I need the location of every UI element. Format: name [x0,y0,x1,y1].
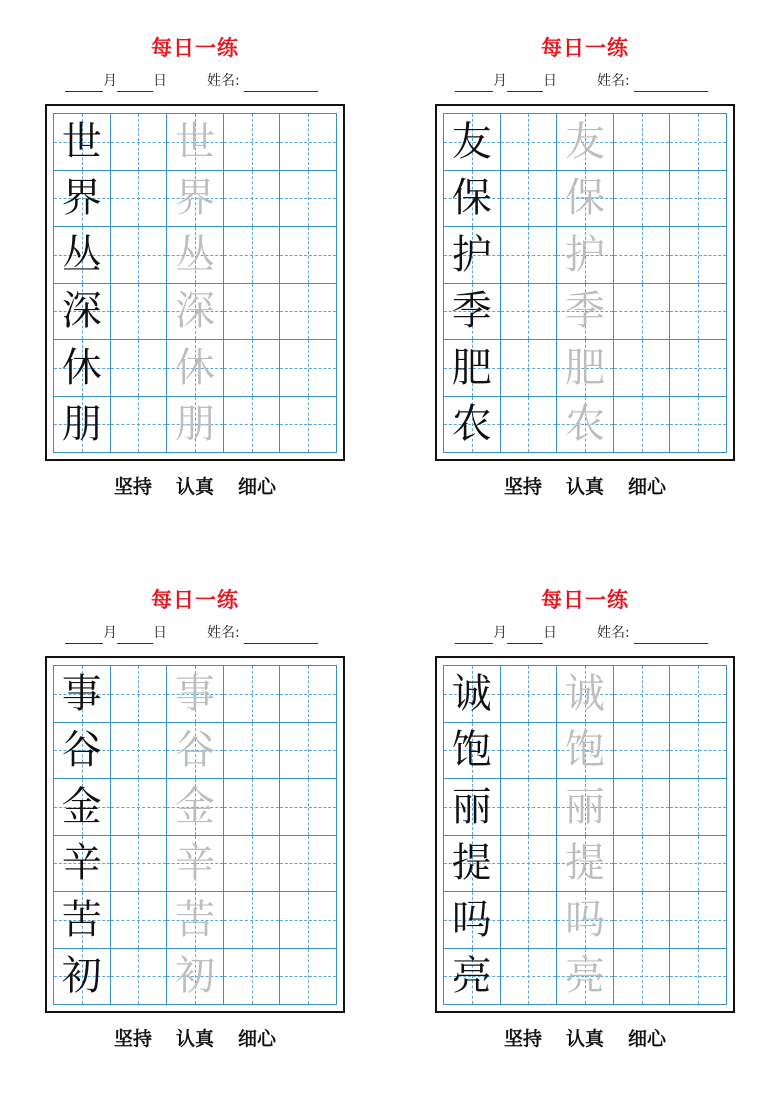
grid-cell[interactable] [54,227,111,284]
grid-cell[interactable] [670,892,727,949]
model-character: 世 [61,118,102,165]
practice-board [435,656,735,1013]
grid-cell[interactable] [167,340,224,397]
grid-cell[interactable] [501,892,558,949]
date-name-line [455,622,737,644]
grid-cell[interactable] [501,397,558,454]
date-name-line [65,70,347,92]
trace-character: 保 [564,175,605,222]
model-character: 提 [451,840,492,887]
practice-grid [443,113,727,453]
motto-item: 认真 [565,1028,604,1050]
name-label: 姓名: [207,625,240,641]
grid-cell[interactable] [557,666,614,723]
motto-item: 坚持 [113,1028,152,1050]
grid-cell[interactable] [444,949,501,1006]
trace-character: 护 [564,231,605,278]
trace-character: 饱 [564,727,605,774]
model-character: 事 [61,670,102,717]
grid-cell[interactable] [557,779,614,836]
grid-cell[interactable] [444,284,501,341]
model-character: 季 [451,288,492,335]
practice-board [45,104,345,461]
model-character: 吗 [451,896,492,943]
grid-cell[interactable] [111,949,168,1006]
grid-cell[interactable] [614,340,671,397]
grid-cell[interactable] [111,284,168,341]
name-blank[interactable] [634,627,708,644]
month-label: 月 [103,73,117,89]
grid-cell[interactable] [444,779,501,836]
grid-cell[interactable] [670,227,727,284]
grid-cell[interactable] [54,666,111,723]
model-character: 友 [451,118,492,165]
grid-cell[interactable] [614,949,671,1006]
grid-cell[interactable] [54,171,111,228]
model-character: 界 [61,175,102,222]
grid-cell[interactable] [167,284,224,341]
motto-item: 坚持 [503,476,542,498]
worksheet-title: 每日一练 [151,35,239,60]
grid-cell[interactable] [224,227,281,284]
motto-item: 认真 [175,1028,214,1050]
grid-cell[interactable] [167,114,224,171]
grid-cell[interactable] [224,779,281,836]
grid-cell[interactable] [111,227,168,284]
motto [435,1026,735,1052]
grid-cell[interactable] [167,779,224,836]
trace-character: 丛 [174,231,215,278]
trace-character: 肥 [564,344,605,391]
model-character: 亮 [451,953,492,1000]
model-character: 保 [451,175,492,222]
worksheet-title: 每日一练 [541,35,629,60]
name-label: 姓名: [597,625,630,641]
grid-cell[interactable] [444,171,501,228]
grid-cell[interactable] [111,723,168,780]
motto-item: 细心 [628,1028,667,1050]
month-label: 月 [493,73,507,89]
grid-cell[interactable] [614,114,671,171]
grid-cell[interactable] [167,227,224,284]
model-character: 金 [61,783,102,830]
model-character: 初 [61,953,102,1000]
grid-cell[interactable] [54,723,111,780]
grid-cell[interactable] [224,836,281,893]
day-blank[interactable] [507,75,543,92]
model-character: 丽 [451,783,492,830]
grid-cell[interactable] [501,779,558,836]
trace-character: 辛 [174,840,215,887]
trace-character: 深 [174,288,215,335]
grid-cell[interactable] [280,397,337,454]
trace-character: 农 [564,401,605,448]
grid-cell[interactable] [280,836,337,893]
trace-character: 金 [174,783,215,830]
grid-cell[interactable] [444,114,501,171]
grid-cell[interactable] [670,340,727,397]
grid-cell[interactable] [167,666,224,723]
trace-character: 界 [174,175,215,222]
grid-cell[interactable] [614,836,671,893]
model-character: 谷 [61,727,102,774]
grid-cell[interactable] [54,340,111,397]
grid-cell[interactable] [444,836,501,893]
grid-cell[interactable] [557,171,614,228]
model-character: 农 [451,401,492,448]
name-label: 姓名: [597,73,630,89]
grid-cell[interactable] [280,284,337,341]
grid-cell[interactable] [224,114,281,171]
grid-cell[interactable] [54,114,111,171]
trace-character: 事 [174,670,215,717]
grid-cell[interactable] [557,227,614,284]
grid-cell[interactable] [501,949,558,1006]
grid-cell[interactable] [111,779,168,836]
day-label: 日 [543,625,557,641]
motto-item: 坚持 [113,476,152,498]
grid-cell[interactable] [280,779,337,836]
grid-cell[interactable] [54,836,111,893]
motto [45,474,345,500]
grid-cell[interactable] [614,723,671,780]
motto [435,474,735,500]
grid-cell[interactable] [557,892,614,949]
grid-cell[interactable] [280,340,337,397]
trace-character: 世 [174,118,215,165]
grid-cell[interactable] [501,114,558,171]
trace-character: 季 [564,288,605,335]
grid-cell[interactable] [557,114,614,171]
grid-cell[interactable] [167,836,224,893]
motto [45,1026,345,1052]
month-label: 月 [493,625,507,641]
date-name-line [65,622,347,644]
motto-item: 细心 [238,1028,277,1050]
name-blank[interactable] [634,75,708,92]
day-label: 日 [543,73,557,89]
trace-character: 朋 [174,401,215,448]
grid-cell[interactable] [501,836,558,893]
grid-cell[interactable] [54,949,111,1006]
grid-cell[interactable] [54,779,111,836]
grid-cell[interactable] [501,666,558,723]
grid-cell[interactable] [670,171,727,228]
grid-cell[interactable] [670,284,727,341]
grid-cell[interactable] [224,397,281,454]
grid-cell[interactable] [557,340,614,397]
day-blank[interactable] [507,627,543,644]
practice-board [435,104,735,461]
model-character: 苦 [61,896,102,943]
grid-cell[interactable] [280,892,337,949]
grid-cell[interactable] [224,666,281,723]
grid-cell[interactable] [614,227,671,284]
grid-cell[interactable] [111,397,168,454]
grid-cell[interactable] [557,836,614,893]
grid-cell[interactable] [280,171,337,228]
trace-character: 谷 [174,727,215,774]
month-blank[interactable] [455,627,493,644]
grid-cell[interactable] [501,171,558,228]
trace-character: 友 [564,118,605,165]
grid-cell[interactable] [614,892,671,949]
grid-cell[interactable] [501,227,558,284]
month-label: 月 [103,625,117,641]
grid-cell[interactable] [111,666,168,723]
model-character: 诚 [451,670,492,717]
grid-cell[interactable] [280,666,337,723]
grid-cell[interactable] [557,397,614,454]
practice-grid [53,665,337,1005]
trace-character: 丽 [564,783,605,830]
grid-cell[interactable] [111,892,168,949]
day-label: 日 [153,625,167,641]
model-character: 休 [61,344,102,391]
grid-cell[interactable] [557,723,614,780]
day-label: 日 [153,73,167,89]
day-blank[interactable] [117,627,153,644]
grid-cell[interactable] [224,949,281,1006]
grid-cell[interactable] [614,779,671,836]
grid-cell[interactable] [280,114,337,171]
grid-cell[interactable] [167,723,224,780]
model-character: 丛 [61,231,102,278]
trace-character: 初 [174,953,215,1000]
motto-item: 细心 [628,476,667,498]
grid-cell[interactable] [167,892,224,949]
grid-cell[interactable] [614,171,671,228]
date-name-line [455,70,737,92]
grid-cell[interactable] [444,227,501,284]
grid-cell[interactable] [280,949,337,1006]
model-character: 朋 [61,401,102,448]
grid-cell[interactable] [670,397,727,454]
trace-character: 休 [174,344,215,391]
grid-cell[interactable] [167,397,224,454]
month-blank[interactable] [65,627,103,644]
practice-grid [443,665,727,1005]
grid-cell[interactable] [280,227,337,284]
grid-cell[interactable] [670,779,727,836]
grid-cell[interactable] [444,666,501,723]
grid-cell[interactable] [54,284,111,341]
grid-cell[interactable] [280,723,337,780]
practice-board [45,656,345,1013]
grid-cell[interactable] [111,340,168,397]
grid-cell[interactable] [670,836,727,893]
grid-cell[interactable] [224,723,281,780]
model-character: 辛 [61,840,102,887]
trace-character: 吗 [564,896,605,943]
grid-cell[interactable] [444,397,501,454]
grid-cell[interactable] [224,284,281,341]
name-blank[interactable] [244,75,318,92]
grid-cell[interactable] [501,284,558,341]
motto-item: 认真 [565,476,604,498]
grid-cell[interactable] [614,666,671,723]
grid-cell[interactable] [224,171,281,228]
name-label: 姓名: [207,73,240,89]
trace-character: 提 [564,840,605,887]
grid-cell[interactable] [167,949,224,1006]
grid-cell[interactable] [444,892,501,949]
grid-cell[interactable] [670,949,727,1006]
model-character: 护 [451,231,492,278]
grid-cell[interactable] [111,171,168,228]
grid-cell[interactable] [670,723,727,780]
month-blank[interactable] [65,75,103,92]
practice-grid [53,113,337,453]
motto-item: 认真 [175,476,214,498]
grid-cell[interactable] [501,723,558,780]
grid-cell[interactable] [557,949,614,1006]
grid-cell[interactable] [167,171,224,228]
model-character: 饱 [451,727,492,774]
grid-cell[interactable] [444,723,501,780]
grid-cell[interactable] [557,284,614,341]
name-blank[interactable] [244,627,318,644]
grid-cell[interactable] [670,666,727,723]
grid-cell[interactable] [501,340,558,397]
worksheet-title: 每日一练 [541,587,629,612]
grid-cell[interactable] [614,284,671,341]
motto-item: 细心 [238,476,277,498]
grid-cell[interactable] [54,397,111,454]
grid-cell[interactable] [444,340,501,397]
trace-character: 亮 [564,953,605,1000]
model-character: 深 [61,288,102,335]
month-blank[interactable] [455,75,493,92]
day-blank[interactable] [117,75,153,92]
worksheet-title: 每日一练 [151,587,239,612]
trace-character: 苦 [174,896,215,943]
grid-cell[interactable] [670,114,727,171]
model-character: 肥 [451,344,492,391]
grid-cell[interactable] [54,892,111,949]
grid-cell[interactable] [111,836,168,893]
grid-cell[interactable] [111,114,168,171]
grid-cell[interactable] [614,397,671,454]
grid-cell[interactable] [224,892,281,949]
grid-cell[interactable] [224,340,281,397]
motto-item: 坚持 [503,1028,542,1050]
trace-character: 诚 [564,670,605,717]
